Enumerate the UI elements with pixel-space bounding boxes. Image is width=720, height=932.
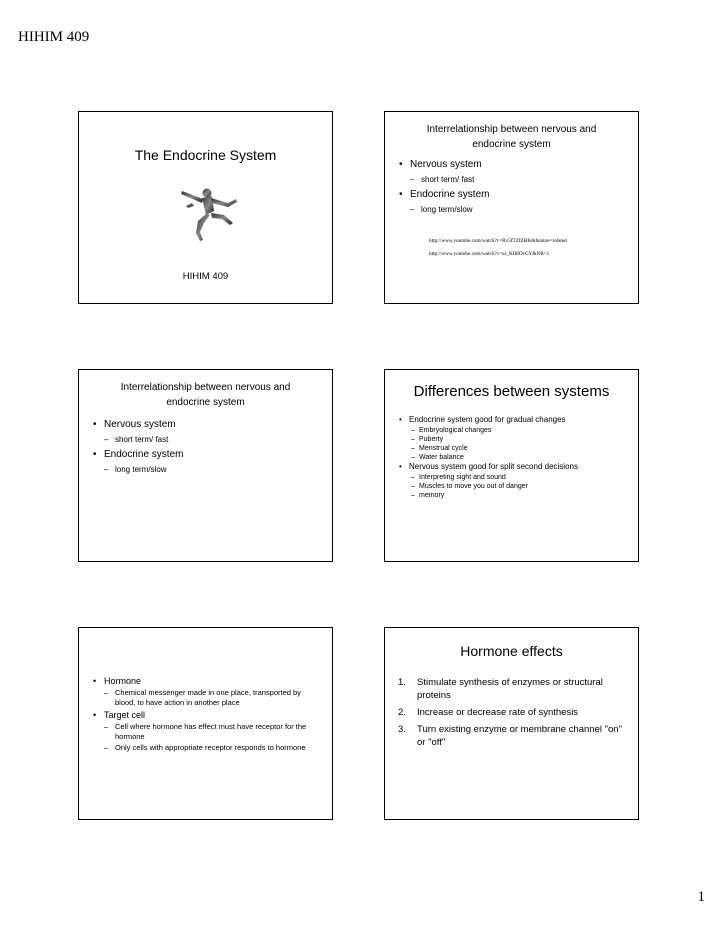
item-text: Stimulate synthesis of enzymes or structural proteins	[417, 677, 603, 701]
list-subitem: – Embryological changes	[399, 426, 629, 435]
slide-2-title: Interrelationship between nervous and endocrine system	[426, 124, 597, 150]
slide-6	[384, 627, 639, 820]
list-item: • Nervous system	[399, 158, 489, 171]
item-number: 3.	[398, 724, 406, 735]
list-subitem: – memory	[399, 491, 629, 500]
list-subitem: – Cell where hormone has effect must have receptor for the hormone	[93, 722, 318, 742]
slide-1-footer: HIHIM 409	[182, 271, 229, 282]
list-item: • Nervous system good for split second decisions	[399, 462, 629, 472]
list-item	[398, 676, 628, 702]
list-subitem: – Only cells with appropriate receptor responds to hormone	[93, 743, 318, 753]
item-number: 1.	[398, 677, 406, 688]
page-header: HIHIM 409	[18, 29, 90, 45]
dancer-image	[178, 181, 242, 247]
list-subitem: – Puberty	[399, 435, 629, 444]
list-item: • Hormone	[93, 675, 318, 687]
list-item: • Endocrine system	[399, 188, 489, 201]
list-subitem: – Chemical messenger made in one place, transported by blood, to have action in another place	[93, 688, 318, 708]
slide-5-list	[93, 675, 318, 754]
list-item	[398, 723, 628, 749]
slide-2	[384, 111, 639, 304]
list-subitem: – short term/ fast	[399, 174, 489, 185]
slide-4	[384, 369, 639, 562]
list-item: • Nervous system	[93, 418, 183, 431]
slide-6-list	[398, 676, 628, 753]
list-subitem: – long term/slow	[93, 464, 183, 475]
page-number: 1	[697, 889, 705, 905]
slide-3	[78, 369, 333, 562]
list-subitem: – Muscles to move you out of danger	[399, 482, 629, 491]
video-link[interactable]: http://www.youtube.com/watch?v=sz_KIbIOcGY&NR=1	[429, 251, 550, 257]
slide-4-title: Differences between systems	[413, 383, 610, 400]
slide-2-list	[399, 158, 489, 218]
video-links	[429, 238, 567, 264]
slide-1-title: The Endocrine System	[134, 147, 277, 163]
list-item: • Target cell	[93, 709, 318, 721]
list-subitem: – Menstrual cycle	[399, 444, 629, 453]
slide-5	[78, 627, 333, 820]
slide-3-title: Interrelationship between nervous and endocrine system	[120, 382, 291, 408]
slide-6-title: Hormone effects	[460, 643, 563, 659]
list-subitem: – long term/slow	[399, 204, 489, 215]
slide-4-list	[399, 415, 629, 500]
list-item: • Endocrine system good for gradual changes	[399, 415, 629, 425]
list-subitem: – Water balance	[399, 453, 629, 462]
list-subitem: – short term/ fast	[93, 434, 183, 445]
list-subitem: – Interpreting sight and sound	[399, 473, 629, 482]
item-text: Turn existing enzyme or membrane channel "on" or "off"	[417, 724, 622, 748]
slide-3-list	[93, 418, 183, 478]
list-item	[398, 706, 628, 719]
slide-1	[78, 111, 333, 304]
video-link[interactable]: http://www.youtube.com/watch?v=Rv5fTZfZHIs&feature=related	[429, 238, 567, 244]
item-text: Increase or decrease rate of synthesis	[417, 707, 579, 718]
list-item: • Endocrine system	[93, 448, 183, 461]
item-number: 2.	[398, 707, 406, 718]
